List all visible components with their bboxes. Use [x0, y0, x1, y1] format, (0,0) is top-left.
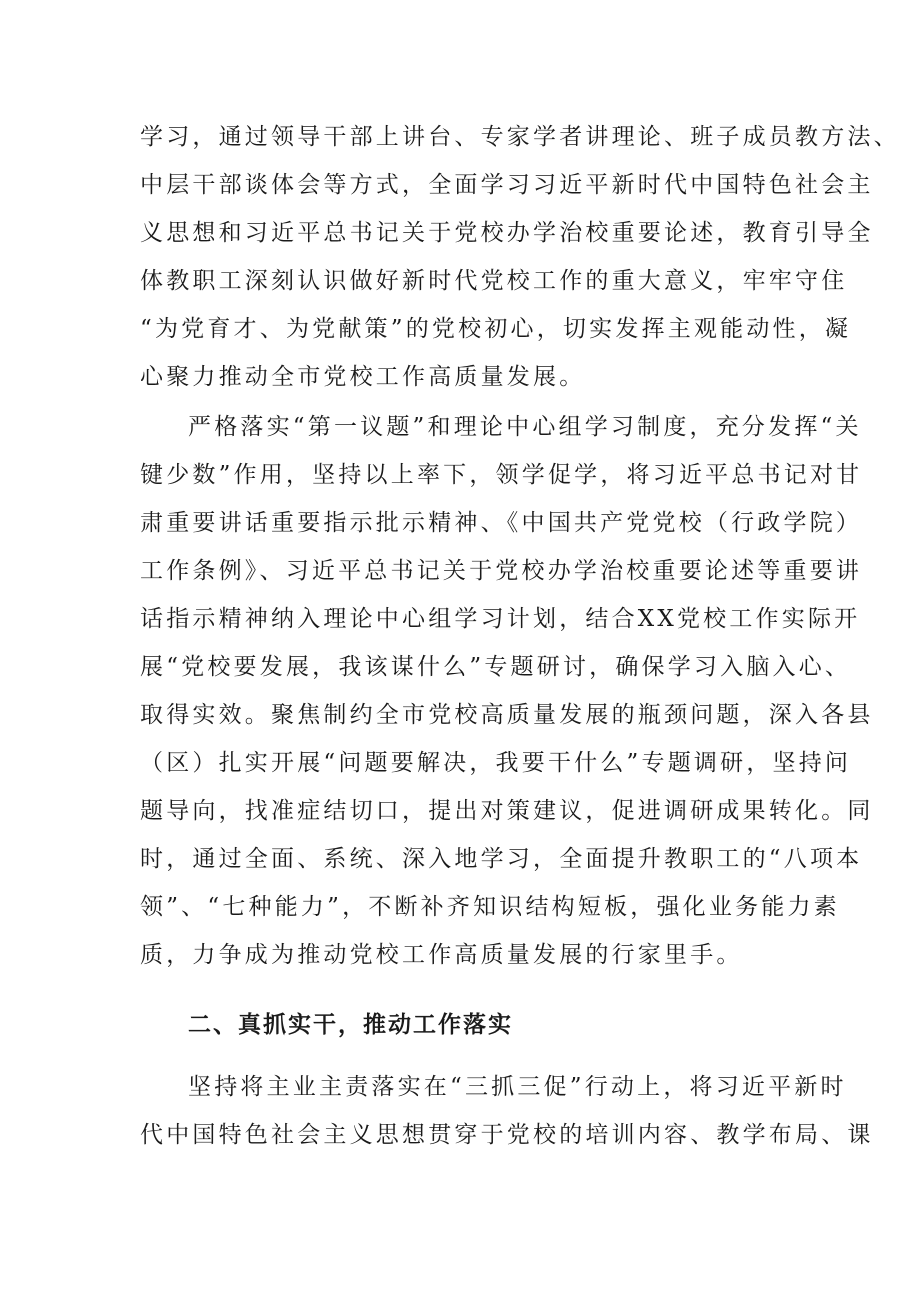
text-line: 题导向，找准症结切口，提出对策建议，促进调研成果转化。同 — [140, 798, 874, 824]
text-line: 质，力争成为推动党校工作高质量发展的行家里手。 — [140, 942, 743, 968]
text-line: 代中国特色社会主义思想贯穿于党校的培训内容、教学布局、课 — [140, 1122, 874, 1148]
text-line: 键少数”作用，坚持以上率下，领学促学，将习近平总书记对甘 — [140, 462, 863, 488]
text-line: 工作条例》、习近平总书记关于党校办学治校重要论述等重要讲 — [140, 558, 863, 584]
text-line: 肃重要讲话重要指示批示精神、《中国共产党党校（行政学院） — [140, 510, 863, 536]
text-line: 坚持将主业主责落实在“三抓三促”行动上，将习近平新时 — [188, 1074, 847, 1100]
text-line: 心聚力推动全市党校工作高质量发展。 — [140, 364, 586, 390]
section-heading: 二、真抓实干，推动工作落实 — [188, 1011, 513, 1038]
text-line: （区）扎实开展“问题要解决，我要干什么”专题调研，坚持问 — [140, 750, 852, 776]
text-line: “为党育才、为党献策”的党校初心，切实发挥主观能动性，凝 — [140, 316, 852, 342]
text-line: 领”、“七种能力”，不断补齐知识结构短板，强化业务能力素 — [140, 894, 840, 920]
text-line: 体教职工深刻认识做好新时代党校工作的重大意义，牢牢守住 — [140, 268, 848, 294]
text-line: 义思想和习近平总书记关于党校办学治校重要论述，教育引导全 — [140, 220, 874, 246]
text-line: 取得实效。聚焦制约全市党校高质量发展的瓶颈问题，深入各县 — [140, 702, 874, 728]
text-line: 时，通过全面、系统、深入地学习，全面提升教职工的“八项本 — [140, 846, 863, 872]
text-line: 学习，通过领导干部上讲台、专家学者讲理论、班子成员教方法、 — [140, 124, 900, 150]
text-line: 中层干部谈体会等方式，全面学习习近平新时代中国特色社会主 — [140, 172, 874, 198]
text-line: 话指示精神纳入理论中心组学习计划，结合XX党校工作实际开 — [140, 606, 861, 632]
text-line: 严格落实“第一议题”和理论中心组学习制度，充分发挥“关 — [188, 414, 862, 440]
text-line: 展“党校要发展，我该谋什么”专题研讨，确保学习入脑入心、 — [140, 654, 852, 680]
